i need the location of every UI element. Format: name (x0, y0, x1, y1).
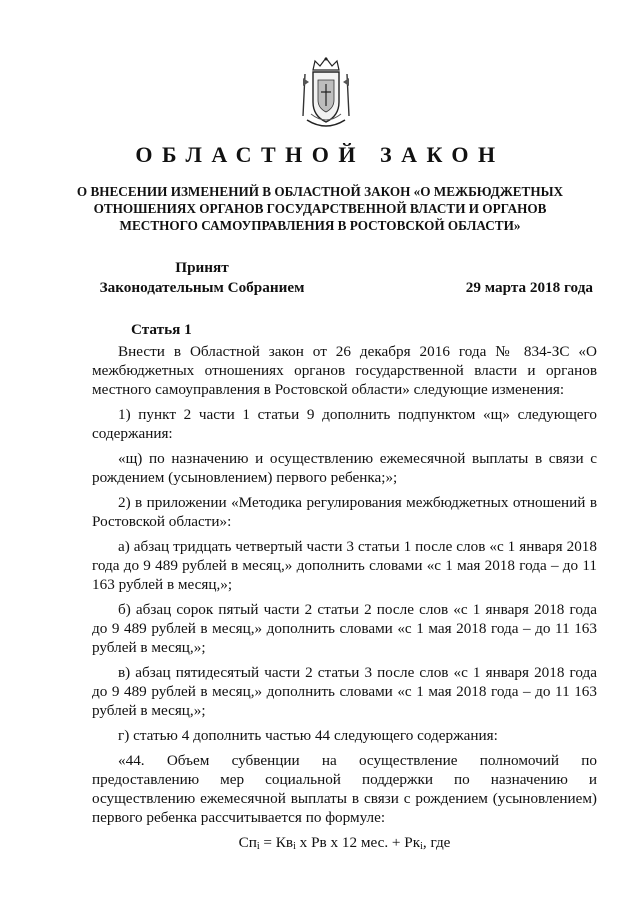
paragraph-item-1: 1) пункт 2 части 1 статьи 9 дополнить подпунктом «щ» следующего содержания: (92, 406, 597, 442)
adopted-by: Законодательным Собранием (99, 279, 305, 296)
adoption-date: 29 марта 2018 года (465, 279, 593, 296)
law-subtitle: О ВНЕСЕНИИ ИЗМЕНЕНИЙ В ОБЛАСТНОЙ ЗАКОН «О МЕЖБЮДЖЕТНЫХ ОТНОШЕНИЯХ ОРГАНОВ ГОСУДАРСТВЕННОЙ ВЛАСТИ И ОРГАНОВ МЕСТНОГО САМОУПРАВЛЕНИЯ В РОСТОВСКОЙ ОБЛАСТИ» (76, 184, 564, 233)
article-heading: Статья 1 (131, 321, 192, 338)
paragraph-part-44: «44. Объем субвенции на осуществление полномочий по предоставлению мер социальной поддержки по назначению и осуществлению ежемесячной выплаты в связи с рождением (усыновлением) первого ребенка рассчитывается по формуле: (92, 752, 597, 826)
paragraph-intro: Внести в Областной закон от 26 декабря 2016 года № 834-ЗС «О межбюджетных отношениях органов государственной власти и органов местного самоуправления в Ростовской области» следующие изменения: (92, 343, 597, 398)
adoption-block (92, 258, 312, 298)
coat-of-arms-icon (301, 56, 351, 132)
paragraph-item-2: 2) в приложении «Методика регулирования межбюджетных отношений в Ростовской области»: (92, 494, 597, 530)
article-body (92, 342, 597, 858)
paragraph-subitem-g: г) статью 4 дополнить частью 44 следующего содержания: (118, 727, 498, 744)
paragraph-subitem-b: б) абзац сорок пятый части 2 статьи 2 после слов «с 1 января 2018 года до 9 489 рублей в месяц,» дополнить словами «с 1 мая 2018 года – до 11 163 рублей в месяц,»; (92, 601, 597, 656)
law-title: ОБЛАСТНОЙ ЗАКОН (135, 142, 505, 167)
paragraph-subitem-v: в) абзац пятидесятый части 2 статьи 3 после слов «с 1 января 2018 года до 9 489 рублей в месяц,» дополнить словами «с 1 мая 2018 года – до 11 163 рублей в месяц,»; (92, 664, 597, 719)
formula: $Сп_i = Кв_i$ х Рв х 12 мес. + $Рк_i$, где (238, 834, 451, 852)
paragraph-subitem-shch: «щ) по назначению и осуществлению ежемесячной выплаты в связи с рождением (усыновлением) первого ребенка;»; (92, 450, 597, 486)
paragraph-subitem-a: а) абзац тридцать четвертый части 3 статьи 1 после слов «с 1 января 2018 года до 9 489 рублей в месяц,» дополнить словами «с 1 мая 2018 года – до 11 163 рублей в месяц,»; (92, 538, 597, 593)
adopted-label: Принят (175, 259, 229, 276)
